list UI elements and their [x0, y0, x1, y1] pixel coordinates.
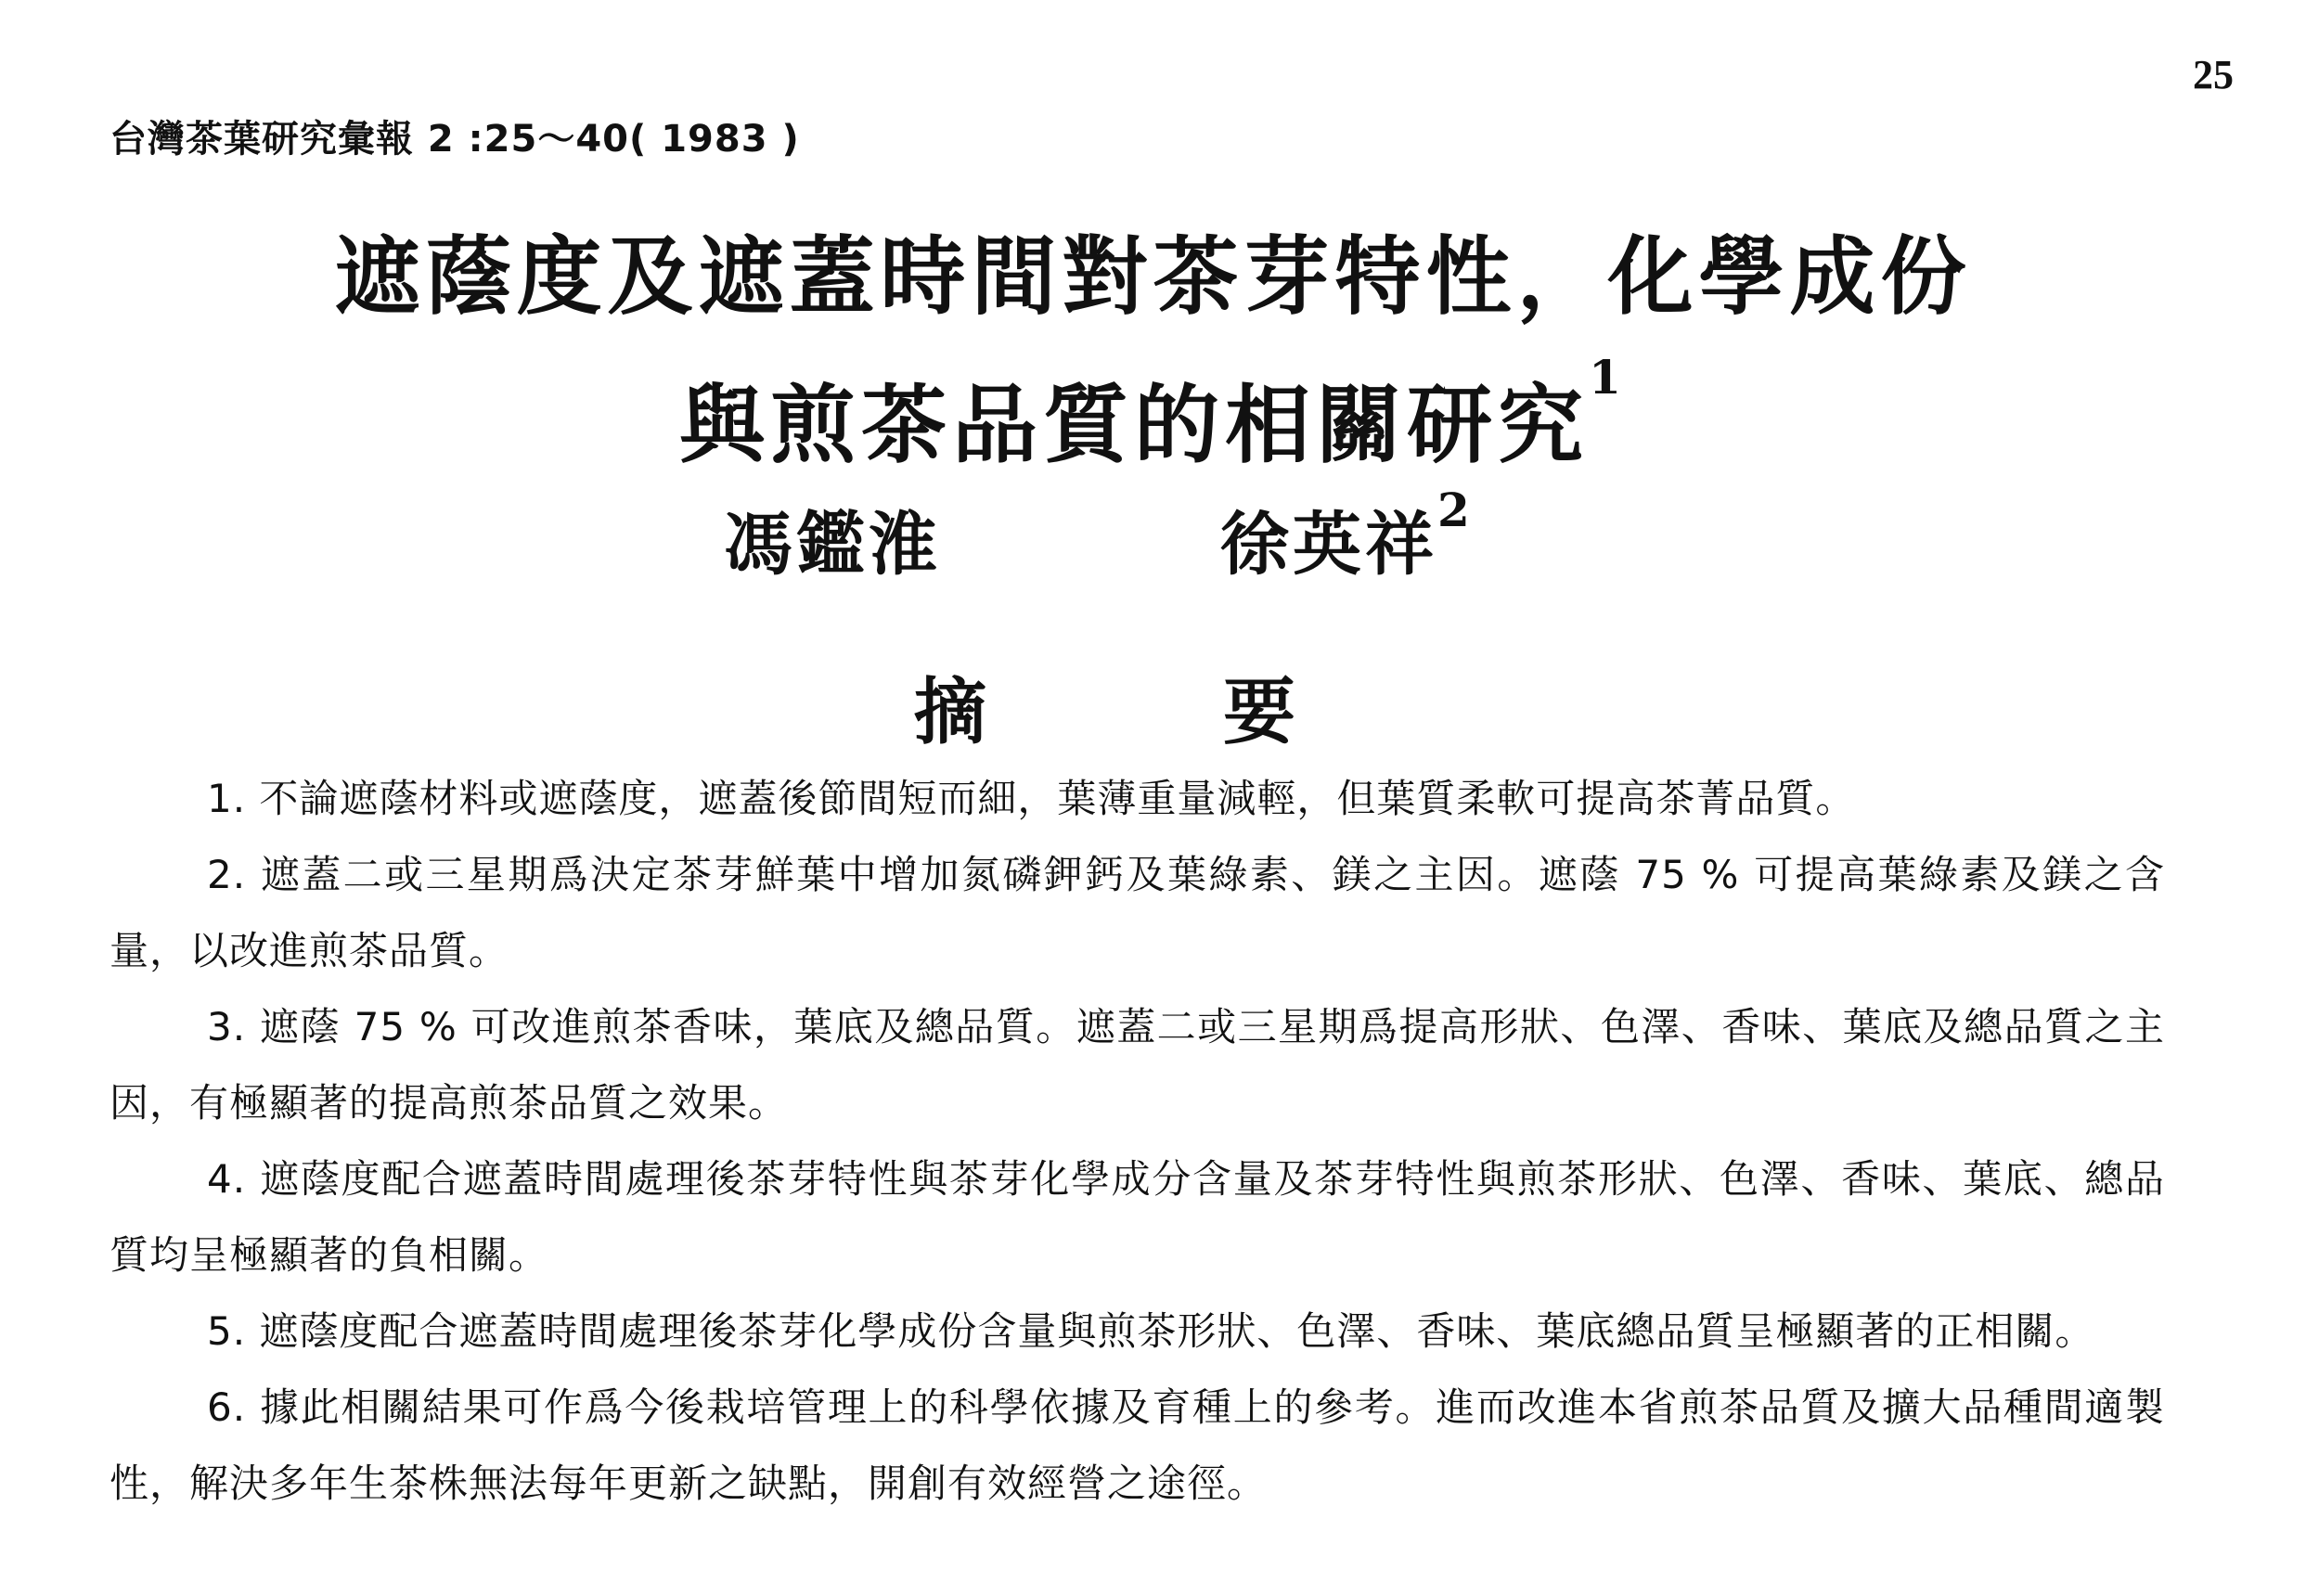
- author-2-footnote-mark: 2: [1437, 483, 1474, 537]
- paper-title-line-1: [0, 209, 2306, 331]
- author-1: [724, 490, 941, 588]
- abstract-heading-char-1: 摘: [914, 671, 987, 754]
- abstract-item-2: 2. 遮蓋二或三星期爲決定茶芽鮮葉中增加氮磷鉀鈣及葉綠素、鎂之主因。遮蔭 75 % 可提高葉綠素及鎂之含量，以改進煎茶品質。: [110, 852, 2165, 973]
- abstract-item-6: 6. 據此相關結果可作爲今後栽培管理上的科學依據及育種上的參考。進而改進本省煎茶品質及擴大品種間適製性，解決多年生茶株無法每年更新之缺點，開創有效經營之途徑。: [110, 1384, 2165, 1506]
- author-2: [1220, 483, 1474, 588]
- page-number: 25: [2193, 52, 2234, 97]
- abstract-heading-char-2: 要: [1223, 671, 1296, 754]
- title-footnote-mark: 1: [1589, 350, 1627, 405]
- paper-title-line-1-text: 遮蔭度及遮蓋時間對茶芽特性，化學成份: [334, 226, 1972, 327]
- abstract-item-3: 3. 遮蔭 75 % 可改進煎茶香味，葉底及總品質。遮蓋二或三星期爲提高形狀、色澤、香味、葉底及總品質之主因，有極顯著的提高煎茶品質之效果。: [110, 1004, 2165, 1126]
- paper-title-line-2: [0, 350, 2306, 480]
- paper-title-line-2-text: 與煎茶品質的相關研究: [679, 375, 1590, 475]
- abstract-item-5: 5. 遮蔭度配合遮蓋時間處理後茶芽化學成份含量與煎茶形狀、色澤、香味、葉底總品質呈極顯著的正相關。: [207, 1308, 2095, 1354]
- abstract-body: [110, 761, 2165, 1522]
- author-1-name: 馮鑑淮: [724, 505, 941, 585]
- abstract-item-1: 1. 不論遮蔭材料或遮蔭度，遮蓋後節間短而細，葉薄重量減輕，但葉質柔軟可提高茶菁品質。: [207, 776, 1856, 821]
- journal-citation: 台灣茶葉研究彙報 2 :25～40( 1983 ): [110, 118, 800, 161]
- author-2-name: 徐英祥: [1220, 505, 1437, 585]
- abstract-item-4: 4. 遮蔭度配合遮蓋時間處理後茶芽特性與茶芽化學成分含量及茶芽特性與煎茶形狀、色澤、香味、葉底、總品質均呈極顯著的負相關。: [110, 1156, 2165, 1278]
